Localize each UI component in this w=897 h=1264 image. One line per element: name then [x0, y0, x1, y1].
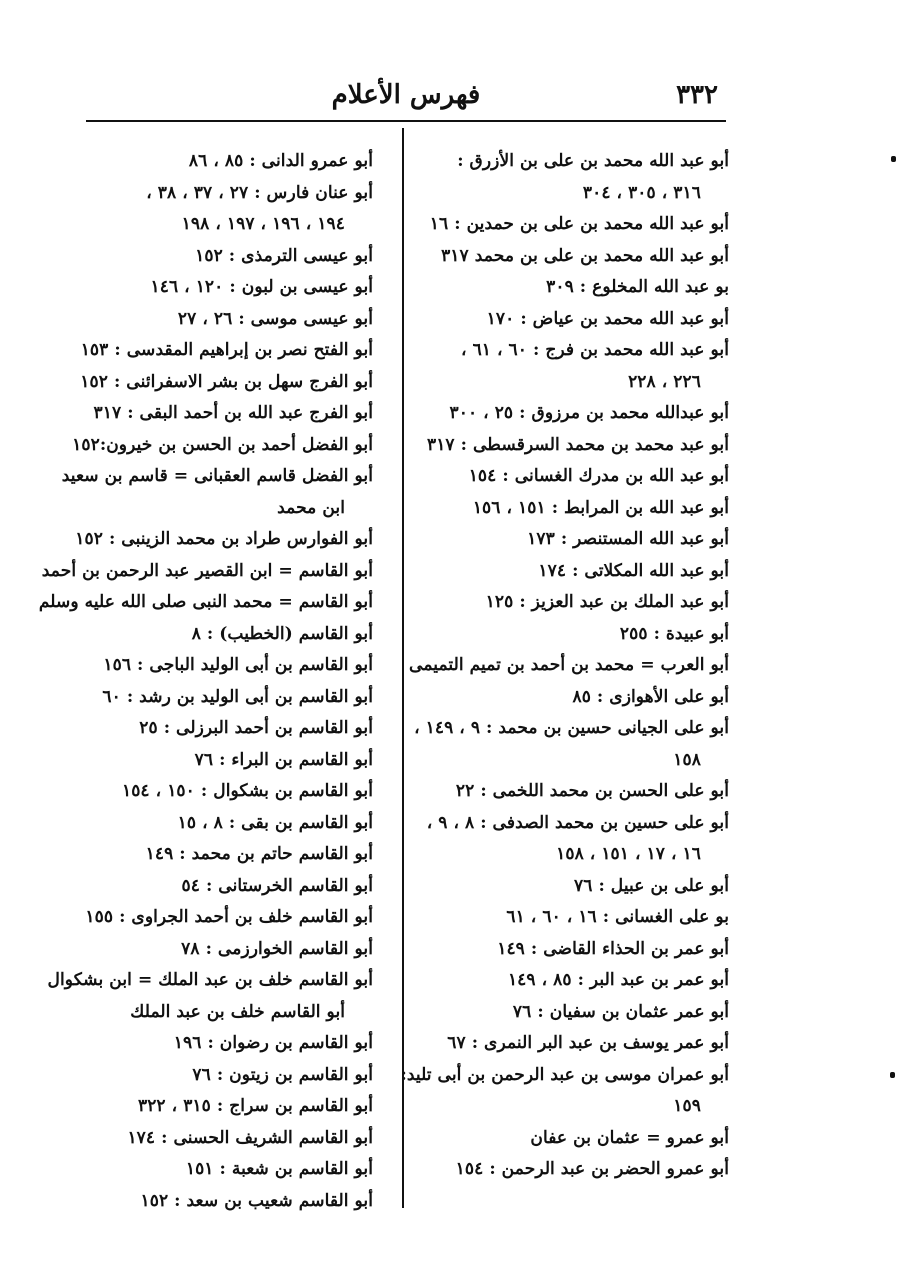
- index-entry: أبو القاسم بن سراج : ٣١٥ ، ٣٢٢: [137, 1096, 373, 1116]
- index-entry: أبو القاسم بن البراء : ٧٦: [194, 749, 373, 770]
- index-entry: أبو على الحسن بن محمد اللخمى : ٢٢: [455, 781, 729, 801]
- index-entry: أبو عبد الله بن مدرك الغسانى : ١٥٤: [468, 466, 729, 486]
- index-entry: ابن محمد: [277, 497, 345, 518]
- index-entry: بو عبد الله المخلوع : ٣٠٩: [546, 277, 729, 297]
- index-entry: أبو القاسم بن رضوان : ١٩٦: [173, 1033, 373, 1053]
- index-entry: أبو القاسم حاتم بن محمد : ١٤٩: [145, 844, 373, 864]
- index-entry: أبو عمران موسى بن عبد الرحمن بن أبى تليد:: [400, 1064, 729, 1085]
- index-entry: أبو القاسم الشريف الحسنى : ١٧٤: [127, 1127, 373, 1148]
- index-entry: أبو الفضل أحمد بن الحسن بن خيرون:١٥٢: [72, 434, 373, 455]
- column-divider: [402, 128, 404, 1208]
- index-entry: أبو الفوارس طراد بن محمد الزينبى : ١٥٢: [75, 529, 373, 549]
- page-number: ٣٣٢: [676, 80, 718, 110]
- index-entry: أبو عبيدة : ٢٥٥: [619, 623, 729, 644]
- index-entry: أبو القاسم = ابن القصير عبد الرحمن بن أحمد: [41, 560, 373, 581]
- index-entry: أبو على حسين بن محمد الصدفى : ٨ ، ٩ ،: [426, 812, 729, 833]
- index-entry: أبو القاسم بن شعبة : ١٥١: [185, 1159, 373, 1179]
- index-entry: أبو القاسم خلف بن عبد الملك = ابن بشكوال: [47, 970, 373, 990]
- index-entry: أبو عبد الله بن المرابط : ١٥١ ، ١٥٦: [472, 497, 729, 518]
- index-entry: ١٥٩: [673, 1096, 701, 1116]
- index-entry: أبو القاسم (الخطيب) : ٨: [191, 623, 373, 644]
- header-rule: [86, 120, 726, 122]
- index-entry: أبو عبد الله المكلاتى : ١٧٤: [538, 560, 729, 581]
- index-entry: أبو القاسم بن بشكوال : ١٥٠ ، ١٥٤: [121, 781, 373, 801]
- index-entry: أبو عبد الله محمد بن على بن الأزرق :: [457, 151, 729, 171]
- index-entry: أبو الفرج سهل بن بشر الاسفرائنى : ١٥٢: [80, 371, 373, 392]
- index-entry: أبو عنان فارس : ٢٧ ، ٣٧ ، ٣٨ ،: [146, 182, 373, 203]
- index-entry: أبو القاسم خلف بن أحمد الجراوى : ١٥٥: [85, 907, 373, 927]
- index-entry: أبو الفتح نصر بن إبراهيم المقدسى : ١٥٣: [80, 340, 373, 360]
- index-entry: أبو عبد الله محمد بن فرج : ٦٠ ، ٦١ ،: [461, 340, 729, 360]
- index-entry: أبو الفرج عبد الله بن أحمد البقى : ٣١٧: [93, 403, 373, 423]
- index-entry: بو على الغسانى : ١٦ ، ٦٠ ، ٦١: [506, 907, 729, 927]
- index-entry: أبو عبد الله محمد بن على بن محمد ٣١٧: [441, 245, 729, 266]
- index-entry: أبو القاسم بن أحمد البرزلى : ٢٥: [139, 718, 373, 738]
- index-entry: أبو العرب = محمد بن أحمد بن تميم التميمى: [409, 655, 729, 675]
- index-entry: أبو القاسم شعيب بن سعد : ١٥٢: [140, 1190, 373, 1211]
- edge-speck: [891, 156, 896, 162]
- index-entry: أبو عمر بن عبد البر : ٨٥ ، ١٤٩: [507, 970, 729, 990]
- index-column-right: [400, 146, 729, 1186]
- index-entry: ٢٢٦ ، ٢٢٨: [628, 371, 701, 392]
- index-entry: أبو عمر عثمان بن سفيان : ٧٦: [512, 1001, 729, 1022]
- index-entry: أبو القاسم بن أبى الوليد الباجى : ١٥٦: [103, 655, 373, 675]
- index-entry: أبو عمرو الحضر بن عبد الرحمن : ١٥٤: [455, 1159, 729, 1179]
- index-entry: أبو على الأهوازى : ٨٥: [572, 686, 729, 707]
- index-entry: أبو القاسم بن أبى الوليد بن رشد : ٦٠: [102, 686, 373, 707]
- page-header: [86, 78, 726, 118]
- edge-speck: [890, 1072, 895, 1078]
- index-entry: أبو القاسم الخرستانى : ٥٤: [181, 875, 373, 896]
- index-entry: أبو عبد الله محمد بن عياض : ١٧٠: [486, 308, 729, 329]
- index-entry: ٣١٦ ، ٣٠٥ ، ٣٠٤: [582, 182, 701, 203]
- index-entry: أبو عبد محمد بن محمد السرقسطى : ٣١٧: [426, 434, 729, 455]
- index-entry: أبو القاسم خلف بن عبد الملك: [130, 1001, 345, 1022]
- index-entry: أبو عبد الله المستنصر : ١٧٣: [527, 529, 729, 549]
- index-entry: أبو عمر يوسف بن عبد البر النمرى : ٦٧: [447, 1033, 729, 1053]
- index-entry: أبو عمرو الدانى : ٨٥ ، ٨٦: [188, 151, 373, 171]
- index-column-left: [38, 146, 373, 1217]
- running-title: فهرس الأعلام: [331, 80, 481, 110]
- index-entry: أبو عمر بن الحذاء القاضى : ١٤٩: [497, 938, 729, 959]
- index-entry: أبو القاسم بن بقى : ٨ ، ١٥: [177, 812, 373, 833]
- index-entry: ١٦ ، ١٧ ، ١٥١ ، ١٥٨: [556, 844, 701, 864]
- index-entry: أبو على بن عبيل : ٧٦: [574, 875, 729, 896]
- index-entry: أبو عبد الله محمد بن على بن حمدين : ١٦: [429, 214, 729, 234]
- index-entry: أبو القاسم = محمد النبى صلى الله عليه وسلم: [38, 592, 373, 612]
- index-entry: أبو القاسم الخوارزمى : ٧٨: [181, 938, 373, 959]
- index-entry: أبو عمرو = عثمان بن عفان: [530, 1127, 729, 1148]
- index-entry: أبو القاسم بن زيتون : ٧٦: [192, 1064, 373, 1085]
- index-entry: أبو عبد الملك بن عبد العزيز : ١٢٥: [485, 592, 729, 612]
- index-entry: أبو عيسى بن لبون : ١٢٠ ، ١٤٦: [150, 277, 373, 297]
- index-entry: ١٥٨: [673, 749, 701, 770]
- index-entry: أبو عيسى موسى : ٢٦ ، ٢٧: [177, 308, 373, 329]
- index-entry: أبو عيسى الترمذى : ١٥٢: [195, 245, 373, 266]
- index-entry: أبو على الجيانى حسين بن محمد : ٩ ، ١٤٩ ،: [414, 718, 729, 738]
- index-entry: أبو عبدالله محمد بن مرزوق : ٢٥ ، ٣٠٠: [449, 403, 729, 423]
- index-entry: أبو الفضل قاسم العقبانى = قاسم بن سعيد: [61, 466, 373, 486]
- index-entry: ١٩٤ ، ١٩٦ ، ١٩٧ ، ١٩٨: [181, 214, 345, 234]
